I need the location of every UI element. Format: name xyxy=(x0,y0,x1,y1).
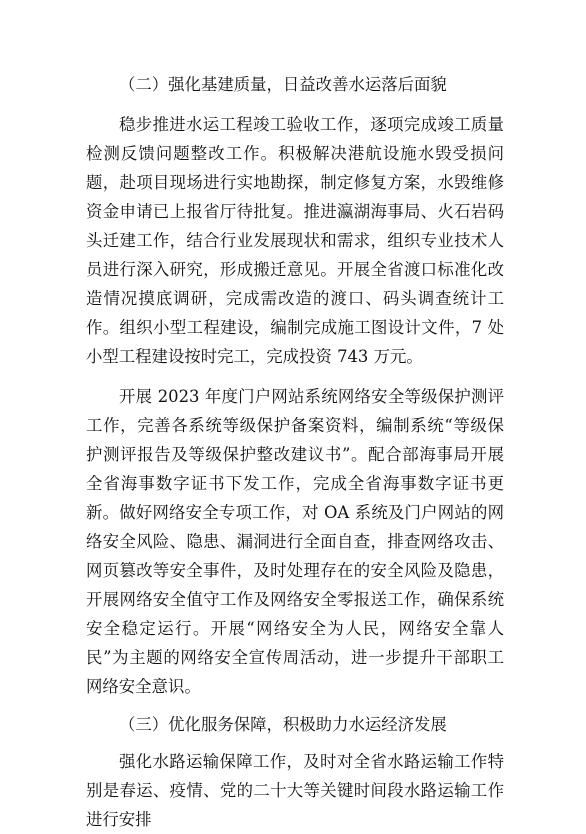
section-3-heading: （三）优化服务保障，积极助力水运经济发展 xyxy=(119,715,447,734)
section-2-heading: （二）强化基建质量，日益改善水运落后面貌 xyxy=(119,75,447,94)
document-body xyxy=(86,70,504,834)
section-2-paragraph-2: 开展 2023 年度门户网站系统网络安全等级保护测评工作，完善各系统等级保护备案资料，编制系统“等级保护测评报告及等级保护整改建议书”。配合部海事局开展全省海事数字证书下发工作，完成全省海事数字证书更新。做好网络安全专项工作，对 OA 系统及门户网站的网络安全风险、隐患、漏洞进行全面自查，排查网络攻击、网页篡改等安全事件，及时处理存在的安全风险及隐患，开展网络安全值守工作及网络安全零报送工作，确保系统安全稳定运行。开展“网络安全为人民，网络安全靠人民”为主题的网络安全宣传周活动，进一步提升干部职工网络安全意识。 xyxy=(86,387,504,696)
section-2-paragraph-1: 稳步推进水运工程竣工验收工作，逐项完成竣工质量检测反馈问题整改工作。积极解决港航设施水毁受损问题，赴项目现场进行实地勘探，制定修复方案，水毁维修资金申请已上报省厅待批复。推进瀛湖海事局、火石岩码头迁建工作，结合行业发展现状和需求，组织专业技术人员进行深入研究，形成搬迁意见。开展全省渡口标准化改造情况摸底调研，完成需改造的渡口、码头调查统计工作。组织小型工程建设，编制完成施工图设计文件，7 处小型工程建设按时完工，完成投资 743 万元。 xyxy=(86,115,504,366)
section-3-paragraph-1: 强化水路运输保障工作，及时对全省水路运输工作特别是春运、疫情、党的二十大等关键时间段水路运输工作进行安排 xyxy=(86,752,504,829)
